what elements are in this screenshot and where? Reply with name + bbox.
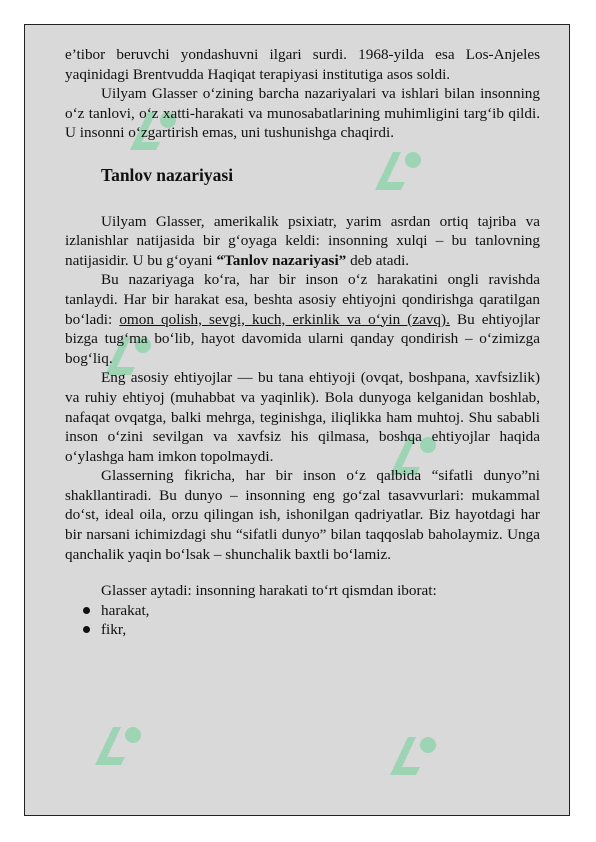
section-heading: Tanlov nazariyasi [101,164,234,185]
bullet-icon [83,607,90,614]
bullet-list [65,601,540,640]
paragraph: e’tibor beruvchi yondashuvni ilgari surdi. 1968-yilda esa Los-Anjeles yaqinidagi Brentvudda Haqiqat terapiyasi institutiga asos soldi. [65,46,540,83]
text-run: Bu nazariyaga ko‘ra, har bir inson o‘z harakatini ongli ravishda tanlaydi. Har bir harakat esa, beshta asosiy ehtiyojni qondirishga qaratilgan bo‘ladi: [65,271,540,328]
list-item-text: fikr, [101,621,127,639]
underlined-needs: omon qolish, sevgi, kuch, erkinlik va o‘yin (zavq). [119,310,450,328]
paragraph [65,270,540,368]
document-text [65,45,540,640]
text-run: Bu ehtiyojlar bizga tug‘ma bo‘lib, hayot davomida ularni qanday qondirish – o‘zimizga bog‘liq. [65,310,540,367]
paragraph: Glasser aytadi: insonning harakati to‘rt qismdan iborat: [101,582,437,600]
watermark-icon [85,715,149,779]
watermark-icon [380,725,444,789]
list-item [81,620,540,640]
text-run: deb atadi. [346,251,410,269]
paragraph [65,212,540,271]
bullet-icon [83,626,90,633]
paragraph: Glasserning fikricha, har bir inson o‘z qalbida “sifatli dunyo”ni shakllantiradi. Bu dunyo – insonning eng go‘zal tasavvurlari: mukammal do‘st, ideal oila, orzu qilingan ish, ishonilgan qadriyatlar. Biz hayotdagi har bir narsani ichimizdagi shu “sifatli dunyo” bilan taqqoslab baholaymiz. Unga qanchalik yaqin bo‘lsak – shunchalik baxtli bo‘lamiz. [65,467,540,563]
text-run: Uilyam Glasser, amerikalik psixiatr, yarim asrdan ortiq tajriba va izlanishlar natijasida bir g‘oyaga keldi: insonning xulqi – bu tanlovning natijasidir. U bu g‘oyani [65,212,540,269]
paragraph: Eng asosiy ehtiyojlar — bu tana ehtiyoji (ovqat, boshpana, xavfsizlik) va ruhiy ehtiyoj (muhabbat va yaqinlik). Bola dunyoga kelganidan boshlab, nafaqat ovqatga, balki mehrga, teginishga, iliqlikka ham muhtoj. Shu sababli inson o‘zini sevilgan va xavfsiz his qilmasa, boshqa ehtiyojlar haqida o‘ylashga ham imkon topolmaydi. [65,369,540,465]
list-item-text: harakat, [101,601,150,619]
bold-term: “Tanlov nazariyasi” [216,251,347,269]
paragraph: Uilyam Glasser o‘zining barcha nazariyalari va ishlari bilan insonning o‘z tanlovi, o‘z xatti-harakati va munosabatlarining muhimligini targ‘ib qildi. U insonni o‘zgartirish emas, uni tushunishga chaqirdi. [65,85,540,142]
document-page [24,24,570,816]
list-item [81,601,540,621]
